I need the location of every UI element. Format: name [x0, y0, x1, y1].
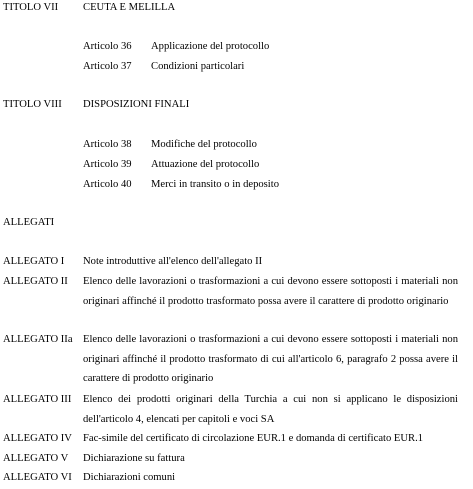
article-number: Articolo 38	[83, 139, 132, 150]
allegato-label: ALLEGATO VI	[3, 472, 72, 483]
allegato-description: Elenco delle lavorazioni o trasformazioni a cui devono essere sottoposti i materiali non originari affinché il prodotto trasformato di cui all'articolo 6, paragrafo 2 possa avere il carattere di prodotto originario	[83, 334, 458, 384]
allegato-label: ALLEGATO V	[3, 453, 69, 464]
allegato-description: Fac-simile del certificato di circolazione EUR.1 e domanda di certificato EUR.1	[83, 433, 424, 444]
article-number: Articolo 37	[83, 61, 132, 72]
allegato-description: Dichiarazioni comuni	[83, 472, 176, 483]
article-title: Merci in transito o in deposito	[151, 179, 279, 190]
allegato-label: ALLEGATO III	[3, 394, 72, 405]
article-title: Modifiche del protocollo	[151, 139, 257, 150]
allegato-description: Dichiarazione su fattura	[83, 453, 185, 464]
article-number: Articolo 36	[83, 41, 132, 52]
allegato-label: ALLEGATO I	[3, 256, 65, 267]
article-title: Condizioni particolari	[151, 61, 245, 72]
allegato-label: ALLEGATO II	[3, 276, 68, 287]
allegato-description: Elenco delle lavorazioni o trasformazioni a cui devono essere sottoposti i materiali non originari affinché il prodotto trasformato possa avere il carattere di prodotto originario	[83, 276, 458, 307]
titolo-title: DISPOSIZIONI FINALI	[83, 99, 190, 110]
allegati-heading-text: ALLEGATI	[3, 217, 55, 228]
allegato-description: Elenco dei prodotti originari della Turchia a cui non si applicano le disposizioni dell'articolo 4, elencati per capitoli e voci SA	[83, 394, 458, 425]
article-number: Articolo 39	[83, 159, 132, 170]
titolo-title: CEUTA E MELILLA	[83, 2, 176, 13]
allegato-description: Note introduttive all'elenco dell'allegato II	[83, 256, 263, 267]
allegato-label: ALLEGATO IIa	[3, 334, 73, 345]
article-title: Attuazione del protocollo	[151, 159, 260, 170]
allegato-label: ALLEGATO IV	[3, 433, 72, 444]
article-title: Applicazione del protocollo	[151, 41, 270, 52]
article-number: Articolo 40	[83, 179, 132, 190]
titolo-label: TITOLO VIII	[3, 99, 62, 110]
titolo-label: TITOLO VII	[3, 2, 59, 13]
